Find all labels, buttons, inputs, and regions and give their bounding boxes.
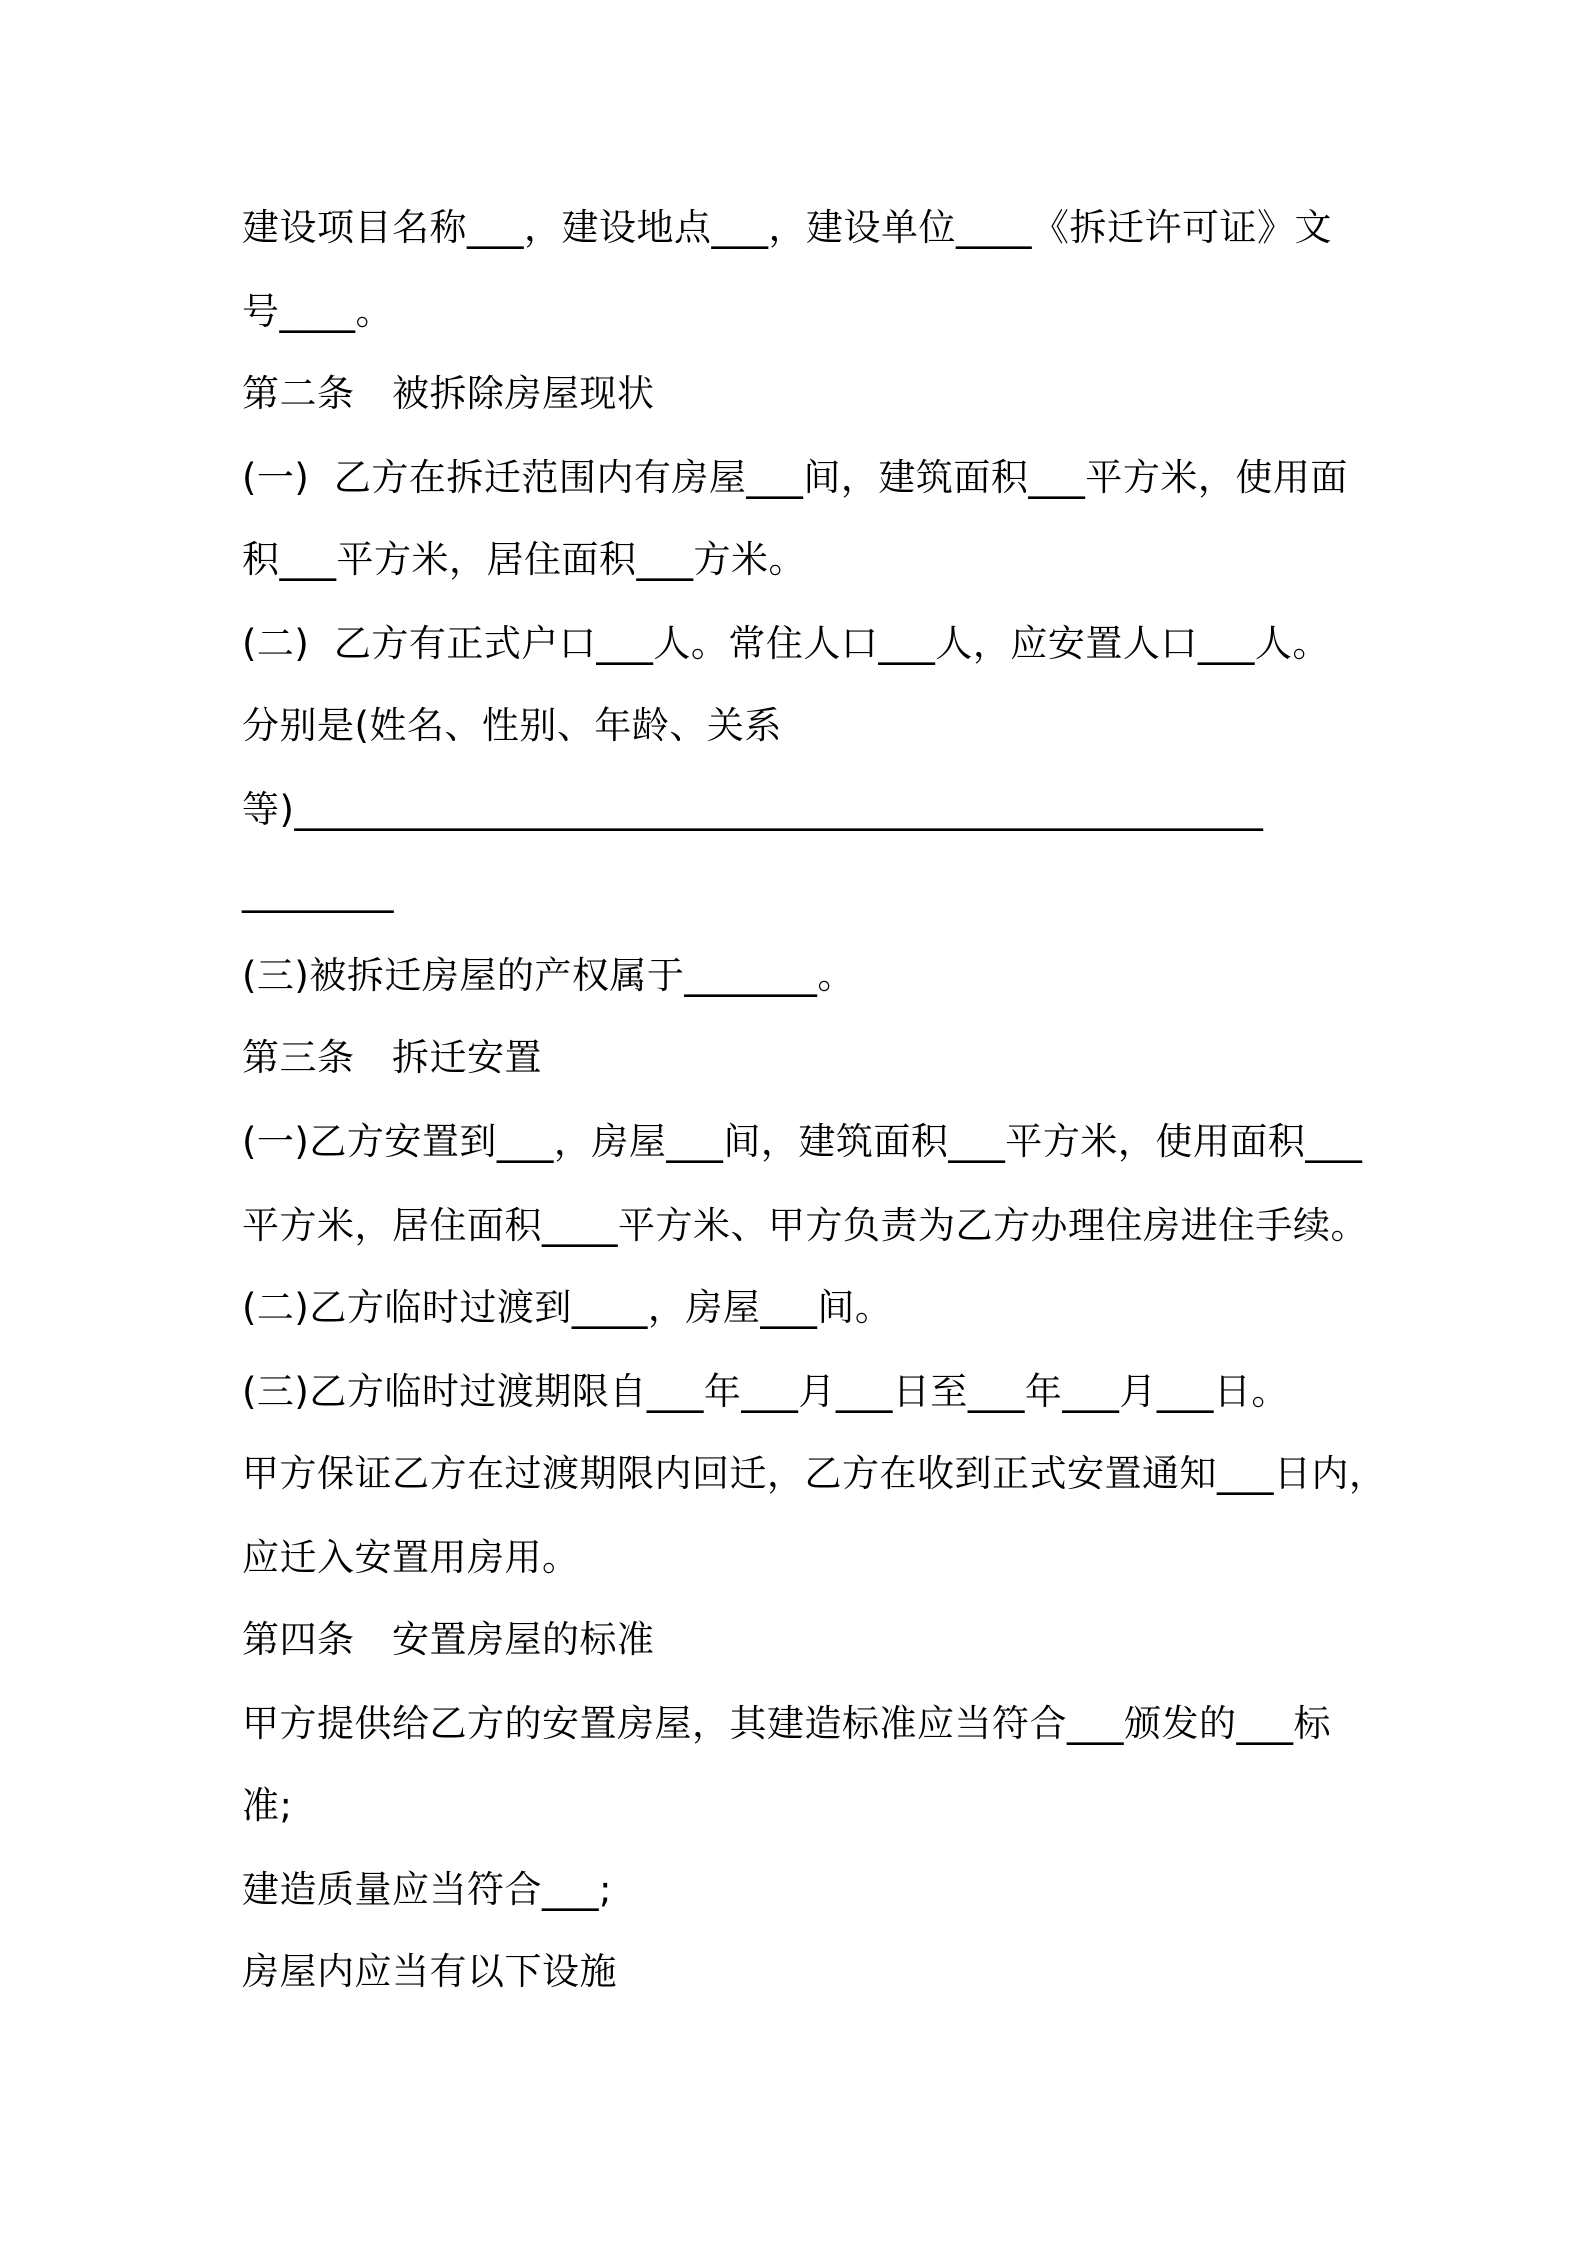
text-line: (一) 乙方在拆迁范围内有房屋___间，建筑面积___平方米，使用面 [242,456,1348,499]
text-line: (三)乙方临时过渡期限自___年___月___日至___年___月___日。 [242,1370,1289,1413]
text-line: 应迁入安置用房用。 [242,1536,580,1579]
text-line: ________ [242,870,394,913]
text-line: 甲方提供给乙方的安置房屋，其建造标准应当符合___颁发的___标 [242,1702,1331,1745]
section-heading: 第四条 安置房屋的标准 [242,1618,655,1661]
text-line: 准; [242,1784,293,1827]
text-line: 建设项目名称___，建设地点___，建设单位____《拆迁许可证》文 [242,206,1332,249]
text-line: 号____。 [242,290,393,333]
text-line: 建造质量应当符合___; [242,1868,612,1911]
text-line: 房屋内应当有以下设施 [242,1950,617,1993]
text-line: (二) 乙方有正式户口___人。常住人口___人，应安置人口___人。 [242,622,1330,665]
text-line: 等)___________________________________________________ [242,788,1264,831]
text-line: 积___平方米，居住面积___方米。 [242,538,806,581]
text-line: 分别是(姓名、性别、年龄、关系 [242,704,782,747]
section-heading: 第三条 拆迁安置 [242,1036,542,1079]
text-line: 甲方保证乙方在过渡期限内回迁，乙方在收到正式安置通知___日内， [242,1452,1387,1495]
text-line: (二)乙方临时过渡到____，房屋___间。 [242,1286,893,1329]
text-line: (三)被拆迁房屋的产权属于_______。 [242,954,855,997]
text-line: (一)乙方安置到___，房屋___间，建筑面积___平方米，使用面积___ [242,1120,1363,1163]
text-line: 平方米，居住面积____平方米、甲方负责为乙方办理住房进住手续。 [242,1204,1368,1247]
section-heading: 第二条 被拆除房屋现状 [242,372,655,415]
